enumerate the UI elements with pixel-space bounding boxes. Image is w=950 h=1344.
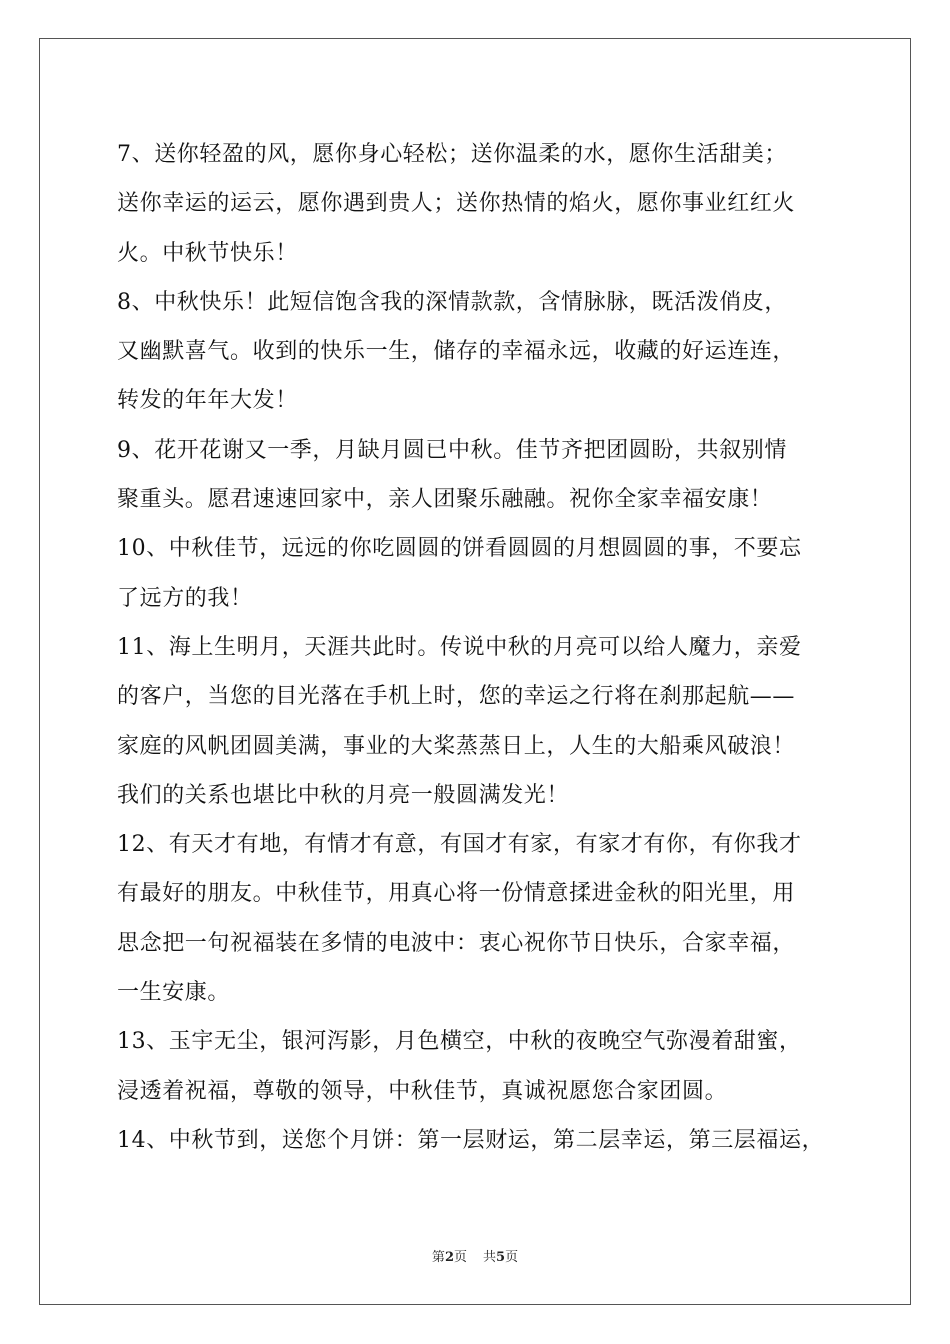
text-line: 的客户，当您的目光落在手机上时，您的幸运之行将在刹那起航—— [117, 684, 796, 710]
text-line: 家庭的风帆团圆美满，事业的大桨蒸蒸日上，人生的大船乘风破浪！ [117, 733, 796, 759]
page-footer [0, 1246, 950, 1265]
total-suffix: 页 [505, 1250, 519, 1265]
text-line: 12、有天才有地，有情才有意，有国才有家，有家才有你，有你我才 [117, 832, 802, 858]
text-line: 聚重头。愿君速速回家中，亲人团聚乐融融。祝你全家幸福安康！ [117, 487, 773, 513]
page-suffix: 页 [453, 1250, 467, 1265]
text-line: 转发的年年大发！ [117, 388, 298, 414]
document-body [117, 130, 837, 1165]
page-total-number: 5 [496, 1250, 506, 1265]
text-line: 思念把一句祝福装在多情的电波中：衷心祝你节日快乐，合家幸福， [117, 930, 796, 956]
text-line: 浸透着祝福，尊敬的领导，中秋佳节，真诚祝愿您合家团圆。 [117, 1078, 728, 1104]
text-line: 7、送你轻盈的风，愿你身心轻松；送你温柔的水，愿你生活甜美； [117, 142, 787, 167]
page-current-number: 2 [444, 1250, 454, 1265]
text-line: 了远方的我！ [117, 585, 253, 611]
text-line: 8、中秋快乐！此短信饱含我的深情款款，含情脉脉，既活泼俏皮， [117, 289, 787, 315]
text-line: 我们的关系也堪比中秋的月亮一般圆满发光！ [117, 782, 570, 808]
text-line: 11、海上生明月，天涯共此时。传说中秋的月亮可以给人魔力，亲爱 [117, 634, 802, 660]
text-line: 送你幸运的运云，愿你遇到贵人；送你热情的焰火，愿你事业红红火 [117, 191, 796, 217]
total-prefix: 共 [483, 1250, 497, 1265]
text-line: 13、玉宇无尘，银河泻影，月色横空，中秋的夜晚空气弥漫着甜蜜， [117, 1029, 802, 1055]
text-line: 10、中秋佳节，远远的你吃圆圆的饼看圆圆的月想圆圆的事，不要忘 [117, 536, 802, 562]
page-prefix: 第 [431, 1250, 445, 1265]
text-line: 9、花开花谢又一季，月缺月圆已中秋。佳节齐把团圆盼，共叙别情 [117, 437, 787, 463]
text-line: 火。中秋节快乐！ [117, 240, 298, 266]
text-line: 一生安康。 [117, 980, 231, 1006]
text-line: 有最好的朋友。中秋佳节，用真心将一份情意揉进金秋的阳光里，用 [117, 881, 796, 907]
text-line: 14、中秋节到，送您个月饼：第一层财运，第二层幸运，第三层福运， [117, 1127, 825, 1153]
text-line: 又幽默喜气。收到的快乐一生，储存的幸福永远，收藏的好运连连， [117, 339, 796, 365]
